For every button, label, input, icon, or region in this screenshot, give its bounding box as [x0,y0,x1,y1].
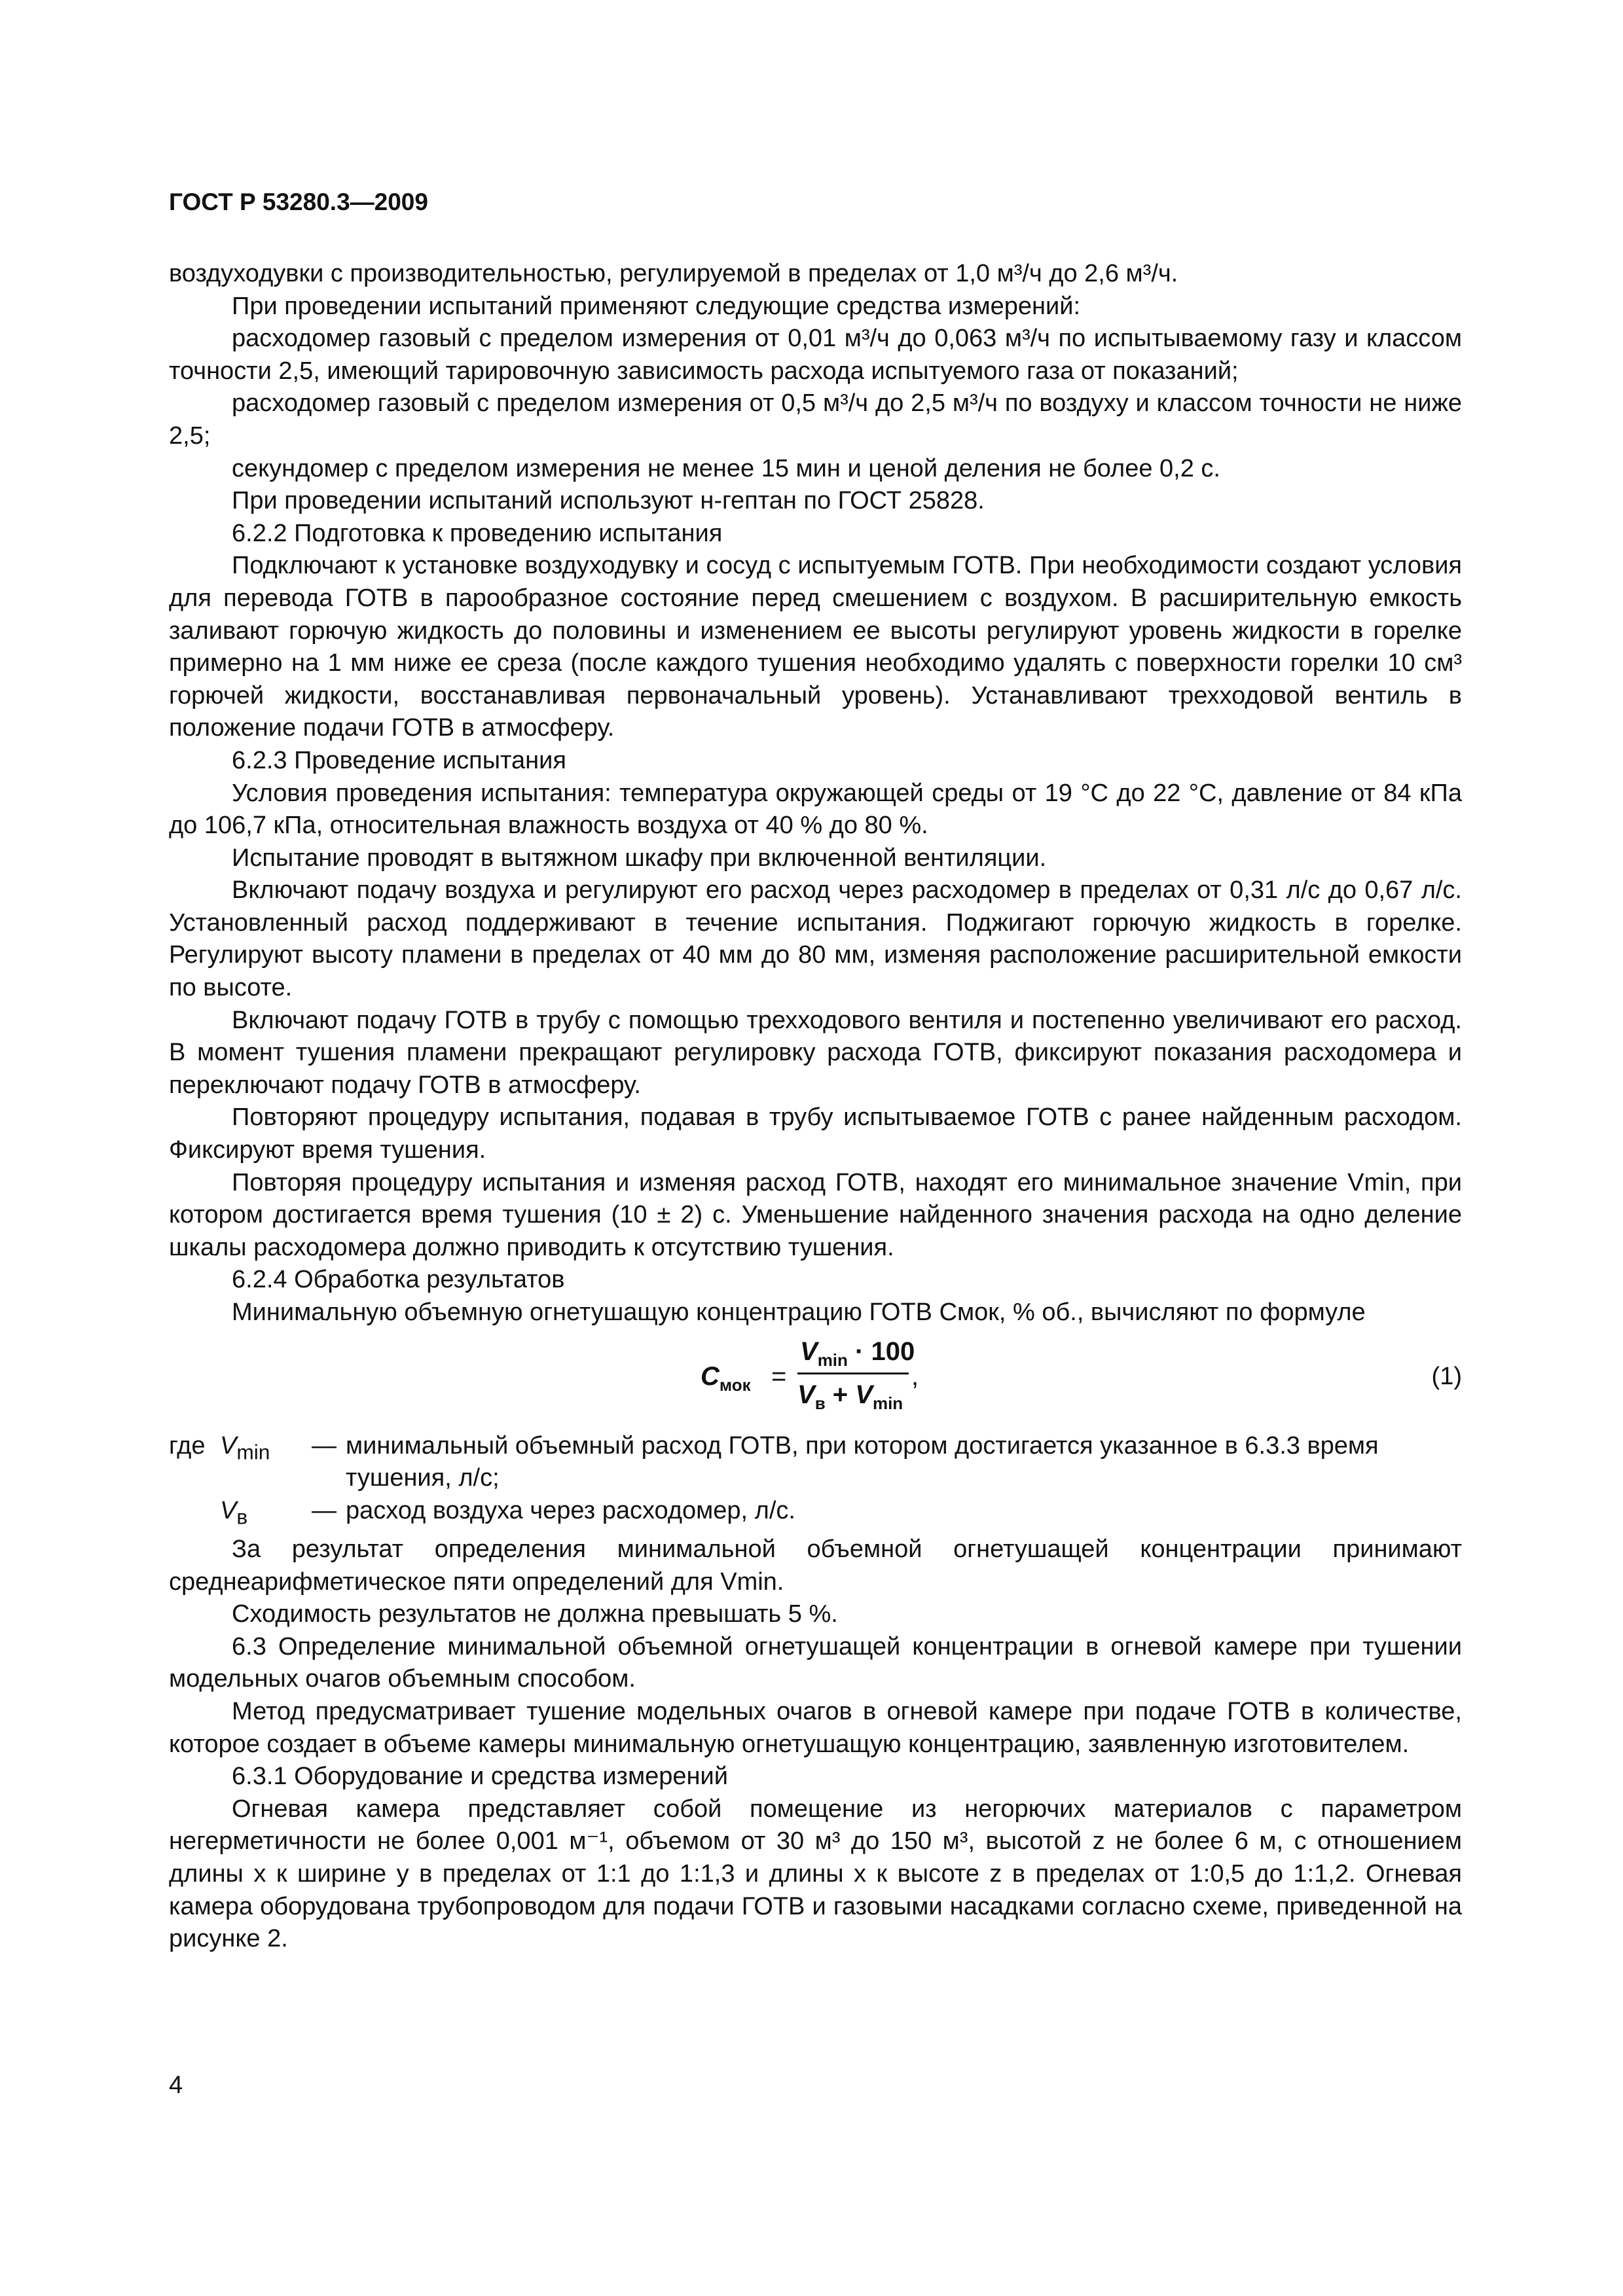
formula-den-sub-1: в [814,1393,826,1413]
formula-num-rest: · 100 [847,1336,915,1366]
formula-lhs [701,1361,751,1402]
paragraph: Условия проведения испытания: температура окружающей среды от 19 °С до 22 °С, давление от 84 кПа до 106,7 кПа, относительная влажность воздуха от 40 % до 80 %. [169,779,1462,840]
paragraph: 6.2.2 Подготовка к проведению испытания [232,519,723,547]
document-body [169,258,1462,1956]
paragraph: 6.3 Определение минимальной объемной огнетушащей концентрации в огневой камере при тушении модельных очагов объемным способом. [169,1632,1462,1693]
formula-fraction-bar [797,1372,909,1374]
formula-num-symbol: V [800,1336,818,1366]
formula-den-plus: + [825,1380,856,1409]
definition-symbol: V [220,1496,237,1524]
definition-text: минимальный объемный расход ГОТВ, при котором достигается указанное в 6.3.3 время тушения, л/с; [346,1431,1379,1492]
paragraph: секундомер с пределом измерения не менее 15 мин и ценой деления не более 0,2 с. [232,454,1220,482]
paragraph: Сходимость результатов не должна превышать 5 %. [232,1600,838,1628]
formula-den-sub-2: min [872,1393,903,1413]
definitions-list [169,1430,1462,1534]
formula-lhs-sub: мок [719,1374,751,1395]
formula-equals: = [771,1361,787,1391]
paragraph: Повторяя процедуру испытания и изменяя расход ГОТВ, находят его минимальное значение Vmin, при котором достигается время тушения (10 ± 2) с. Уменьшение найденного значения расхода на одно деление шкалы расходомера должно приводить к отсутствию тушения. [169,1168,1462,1261]
paragraph: При проведении испытаний используют н-гептан по ГОСТ 25828. [232,487,985,515]
definition-text: расход воздуха через расходомер, л/с. [346,1496,795,1524]
definition-sub: в [236,1505,248,1529]
formula-lhs-symbol: С [701,1361,720,1391]
definition-symbol: V [220,1431,237,1460]
paragraph: расходомер газовый с пределом измерения от 0,01 м³/ч до 0,063 м³/ч по испытываемому газу и классом точности 2,5, имеющий тарировочную зависимость расхода испытуемого газа от показаний; [169,325,1462,385]
paragraph: Повторяют процедуру испытания, подавая в трубу испытываемое ГОТВ с ранее найденным расходом. Фиксируют время тушения. [169,1103,1462,1164]
definition-row [169,1430,1462,1495]
paragraph: Включают подачу ГОТВ в трубу с помощью трехходового вентиля и постепенно увеличивают его расход. В момент тушения пламени прекращают регулировку расхода ГОТВ, фиксируют показания расходомера и переключают подачу ГОТВ в атмосферу. [169,1006,1462,1099]
paragraph: 6.3.1 Оборудование и средства измерений [232,1763,728,1791]
formula-comma: , [911,1361,919,1391]
paragraph: Испытание проводят в вытяжном шкафу при включенной вентиляции. [232,844,1047,872]
paragraph: Минимальную объемную огнетушащую концентрацию ГОТВ Смок, % об., вычисляют по формуле [232,1299,1366,1326]
paragraph: Метод предусматривает тушение модельных очагов в огневой камере при подаче ГОТВ в количестве, которое создает в объеме камеры минимальную огнетушащую концентрацию, заявленную изготовителем. [169,1697,1462,1758]
formula-den-symbol-2: V [855,1380,873,1409]
definition-dash: — [312,1496,337,1524]
paragraph: 6.2.4 Обработка результатов [232,1266,565,1294]
definition-row [169,1495,1462,1534]
paragraph: расходомер газовый с пределом измерения от 0,5 м³/ч до 2,5 м³/ч по воздуху и классом точности не ниже 2,5; [169,389,1462,450]
paragraph: За результат определения минимальной объемной огнетушащей концентрации принимают среднеарифметическое пяти определений для Vmin. [169,1535,1462,1596]
paragraph: 6.2.3 Проведение испытания [232,746,566,774]
definition-dash: — [312,1431,337,1460]
definition-sub: min [236,1440,270,1464]
paragraph: При проведении испытаний применяют следующие средства измерений: [232,292,1081,320]
formula-num-sub: min [817,1350,848,1370]
equation-number: (1) [1431,1362,1462,1390]
formula-den-symbol-1: V [797,1380,815,1409]
text-block-2 [169,1534,1462,1956]
formula-block [169,1336,1462,1422]
formula-denominator [797,1379,903,1420]
paragraph: Подключают к установке воздуходувку и сосуд с испытуемым ГОТВ. При необходимости создают условия для перевода ГОТВ в парообразное состояние перед смешением с воздухом. В расширительную емкость заливают горючую жидкость до половины и изменением ее высоты регулируют уровень жидкости в горелке примерно на 1 мм ниже ее среза (после каждого тушения необходимо удалять с поверхности горелки 10 см³ горючей жидкости, восстанавливая первоначальный уровень). Устанавливают трехходовой вентиль в положение подачи ГОТВ в атмосферу. [169,552,1462,742]
definition-lead: где [169,1431,206,1460]
paragraph: воздуходувки с производительностью, регулируемой в пределах от 1,0 м³/ч до 2,6 м³/ч. [169,260,1178,287]
text-block-1 [169,258,1462,1329]
definition-term [169,1430,312,1469]
document-header: ГОСТ Р 53280.3—2009 [169,188,428,215]
definition-term [169,1495,312,1534]
paragraph: Включают подачу воздуха и регулируют его расход через расходомер в пределах от 0,31 л/с до 0,67 л/с. Установленный расход поддерживают в течение испытания. Поджигают горючую жидкость в горелке. Регулируют высоту пламени в пределах от 40 мм до 80 мм, изменяя расположение расширительной емкости по высоте. [169,876,1462,1002]
page-number: 4 [169,2072,183,2099]
paragraph: Огневая камера представляет собой помещение из негорючих материалов с параметром негерметичности не более 0,001 м⁻¹, объемом от 30 м³ до 150 м³, высотой z не более 6 м, с отношением длины x к ширине y в пределах от 1:1 до 1:1,3 и длины x к высоте z в пределах от 1:0,5 до 1:1,2. Огневая камера оборудована трубопроводом для подачи ГОТВ и газовыми насадками согласно схеме, приведенной на рисунке 2. [169,1795,1462,1953]
formula-numerator [800,1336,915,1377]
